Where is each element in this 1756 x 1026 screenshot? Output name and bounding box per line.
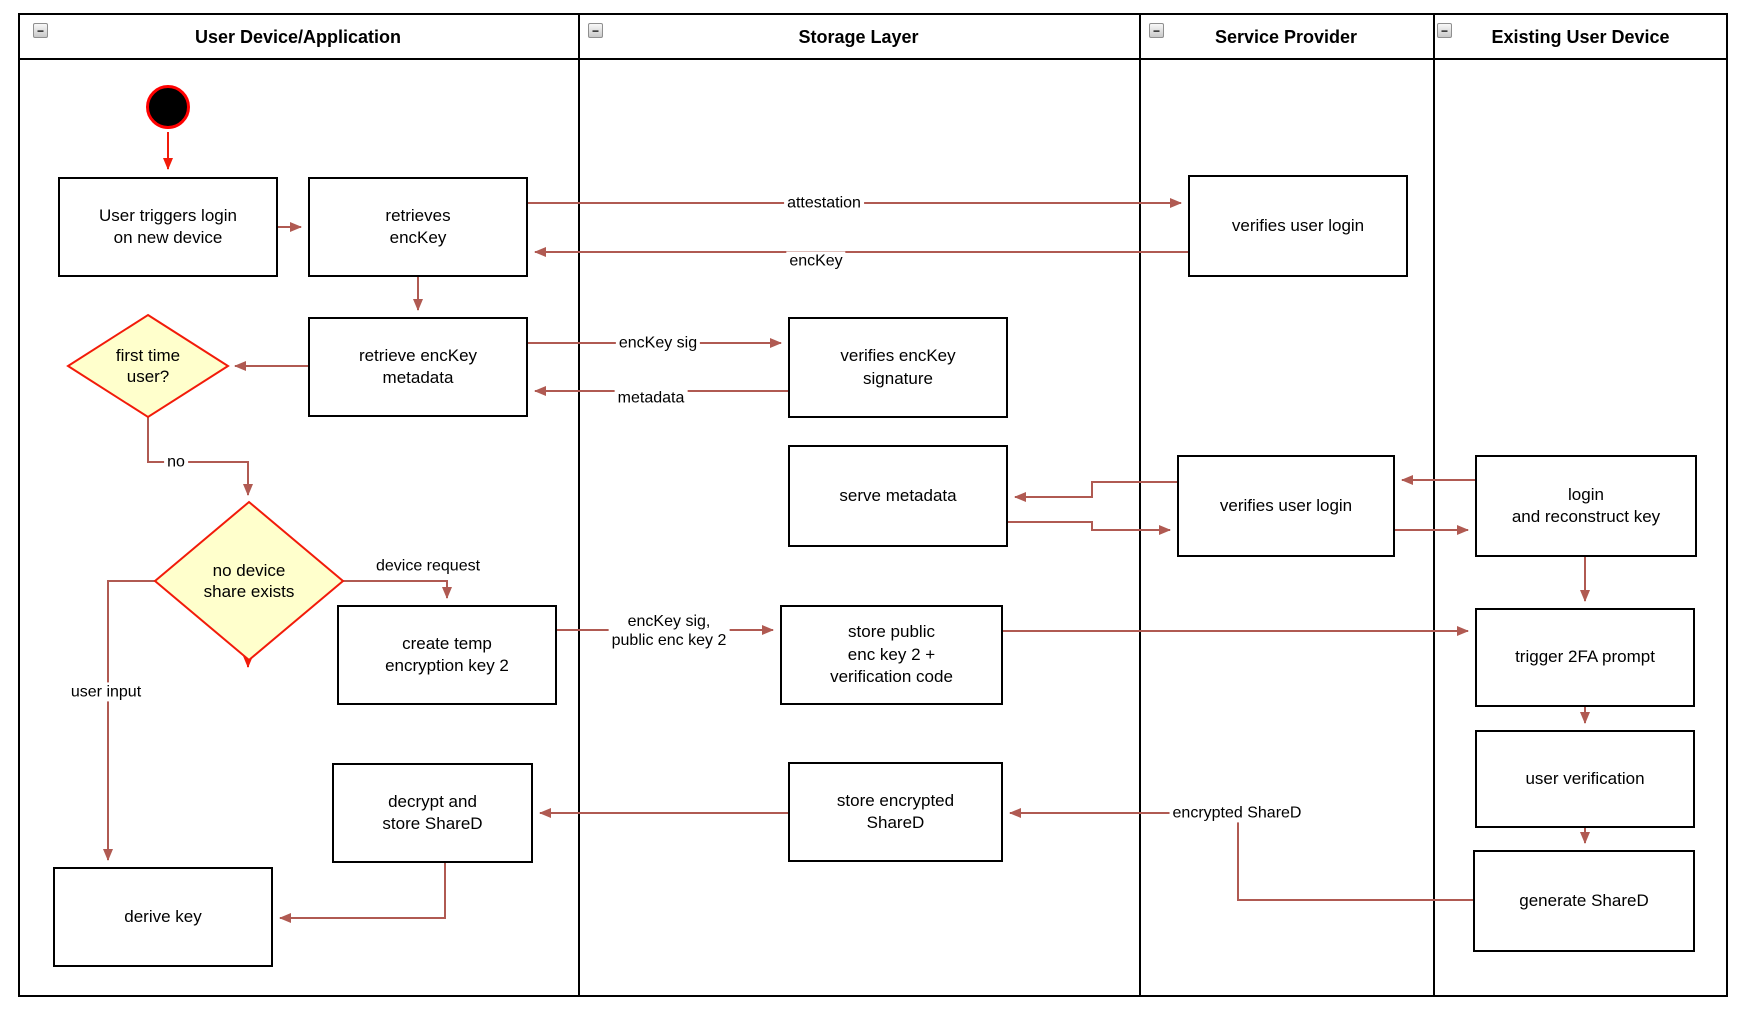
decrypt-store-shared-line-2: store ShareD	[382, 814, 483, 833]
store-encrypted-shared[interactable]	[788, 762, 1003, 862]
decrypt-store-shared[interactable]	[332, 763, 533, 863]
trigger-2fa-prompt-line-1: trigger 2FA prompt	[1515, 647, 1655, 667]
label-no	[164, 452, 188, 471]
store-public-enckey2-line-1: store public	[848, 622, 935, 642]
label-encrypted-shared	[1170, 803, 1305, 822]
label-metadata	[615, 388, 688, 407]
label-user-input-line-1: user input	[70, 683, 142, 701]
create-temp-key2-line-1: create temp	[402, 633, 492, 653]
derive-key-line-1: derive key	[124, 906, 202, 926]
edge-verifies2-to-serve	[1015, 482, 1177, 497]
label-enckey	[786, 251, 845, 270]
edge-decrypt-to-derive	[280, 863, 445, 918]
retrieves-enckey-line-2: encKey	[389, 228, 447, 247]
label-enckey-sig-pubkey2-line-2: public enc key 2	[611, 632, 727, 649]
store-encrypted-shared-line-1: store encrypted	[836, 790, 955, 810]
decrypt-store-shared-line-1: decrypt and	[388, 791, 477, 811]
login-reconstruct-key-line-1: login	[1568, 484, 1604, 504]
label-metadata-line-1: metadata	[617, 389, 685, 407]
user-verification[interactable]	[1475, 730, 1695, 828]
lane-title-3: Service Provider	[1214, 26, 1358, 47]
verifies-user-login-1[interactable]	[1188, 175, 1408, 277]
create-temp-key2-line-2: encryption key 2	[385, 656, 509, 675]
derive-key[interactable]	[53, 867, 273, 967]
label-enckey-sig-pubkey2	[609, 612, 730, 650]
edge-generate-to-stored	[1010, 813, 1473, 900]
retrieves-enckey-line-1: retrieves	[385, 205, 451, 225]
no-device-share-decision-line-1: no device	[212, 560, 286, 580]
verifies-enckey-signature[interactable]	[788, 317, 1008, 418]
label-enckey-sig-line-1: encKey sig	[618, 334, 698, 352]
verifies-enckey-signature-line-1: verifies encKey	[840, 346, 956, 366]
first-time-user-decision-line-2: user?	[126, 367, 170, 386]
collapse-minus-icon[interactable]: −	[1437, 23, 1452, 38]
first-time-user-decision-line-1: first time	[115, 345, 181, 365]
generate-shared-line-1: generate ShareD	[1519, 890, 1649, 910]
verifies-user-login-2[interactable]	[1177, 455, 1395, 557]
user-triggers-login-line-1: User triggers login	[99, 205, 237, 225]
retrieve-enckey-metadata[interactable]	[308, 317, 528, 417]
no-device-share-decision-label	[155, 502, 343, 660]
label-user-input	[68, 682, 144, 701]
edge-device-request	[343, 581, 447, 598]
store-public-enckey2-line-2: enc key 2 +	[847, 644, 936, 664]
create-temp-key2[interactable]	[337, 605, 557, 705]
edge-serve-to-verifies2	[1008, 522, 1170, 530]
label-encrypted-shared-line-1: encrypted ShareD	[1172, 804, 1302, 822]
no-device-share-decision-line-2: share exists	[203, 582, 295, 601]
store-public-enckey2-line-3: verification code	[830, 667, 953, 687]
label-enckey-sig	[616, 333, 700, 352]
retrieve-enckey-metadata-line-1: retrieve encKey	[358, 345, 478, 365]
store-encrypted-shared-line-2: ShareD	[866, 813, 925, 832]
verifies-user-login-1-line-1: verifies user login	[1231, 215, 1365, 235]
retrieve-enckey-metadata-line-2: metadata	[382, 368, 454, 387]
login-reconstruct-key[interactable]	[1475, 455, 1697, 557]
edge-user-input	[108, 581, 155, 860]
lane-title-1: User Device/Application	[194, 26, 402, 47]
label-no-line-1: no	[167, 453, 185, 471]
lane-title-4: Existing User Device	[1491, 26, 1670, 47]
store-public-enckey2[interactable]	[780, 605, 1003, 705]
login-reconstruct-key-line-2: and reconstruct key	[1511, 507, 1661, 526]
collapse-minus-icon[interactable]: −	[588, 23, 603, 38]
label-attestation	[784, 193, 864, 212]
trigger-2fa-prompt[interactable]	[1475, 608, 1695, 707]
user-triggers-login-line-2: on new device	[113, 228, 223, 247]
retrieves-enckey[interactable]	[308, 177, 528, 277]
verifies-enckey-signature-line-2: signature	[863, 368, 933, 388]
label-enckey-line-1: encKey	[789, 252, 843, 270]
collapse-minus-icon[interactable]: −	[33, 23, 48, 38]
first-time-user-decision-label	[68, 315, 228, 417]
label-enckey-sig-pubkey2-line-1: encKey sig,	[627, 612, 711, 630]
start-node[interactable]	[146, 85, 190, 129]
user-triggers-login[interactable]	[58, 177, 278, 277]
label-device-request-line-1: device request	[375, 557, 481, 575]
verifies-user-login-2-line-1: verifies user login	[1219, 495, 1353, 515]
lane-title-2: Storage Layer	[798, 26, 919, 47]
edge-no-branch	[148, 417, 248, 495]
generate-shared[interactable]	[1473, 850, 1695, 952]
label-attestation-line-1: attestation	[787, 194, 861, 212]
label-device-request	[373, 556, 483, 575]
serve-metadata[interactable]	[788, 445, 1008, 547]
serve-metadata-line-1: serve metadata	[839, 485, 957, 505]
user-verification-line-1: user verification	[1525, 768, 1645, 788]
collapse-minus-icon[interactable]: −	[1149, 23, 1164, 38]
